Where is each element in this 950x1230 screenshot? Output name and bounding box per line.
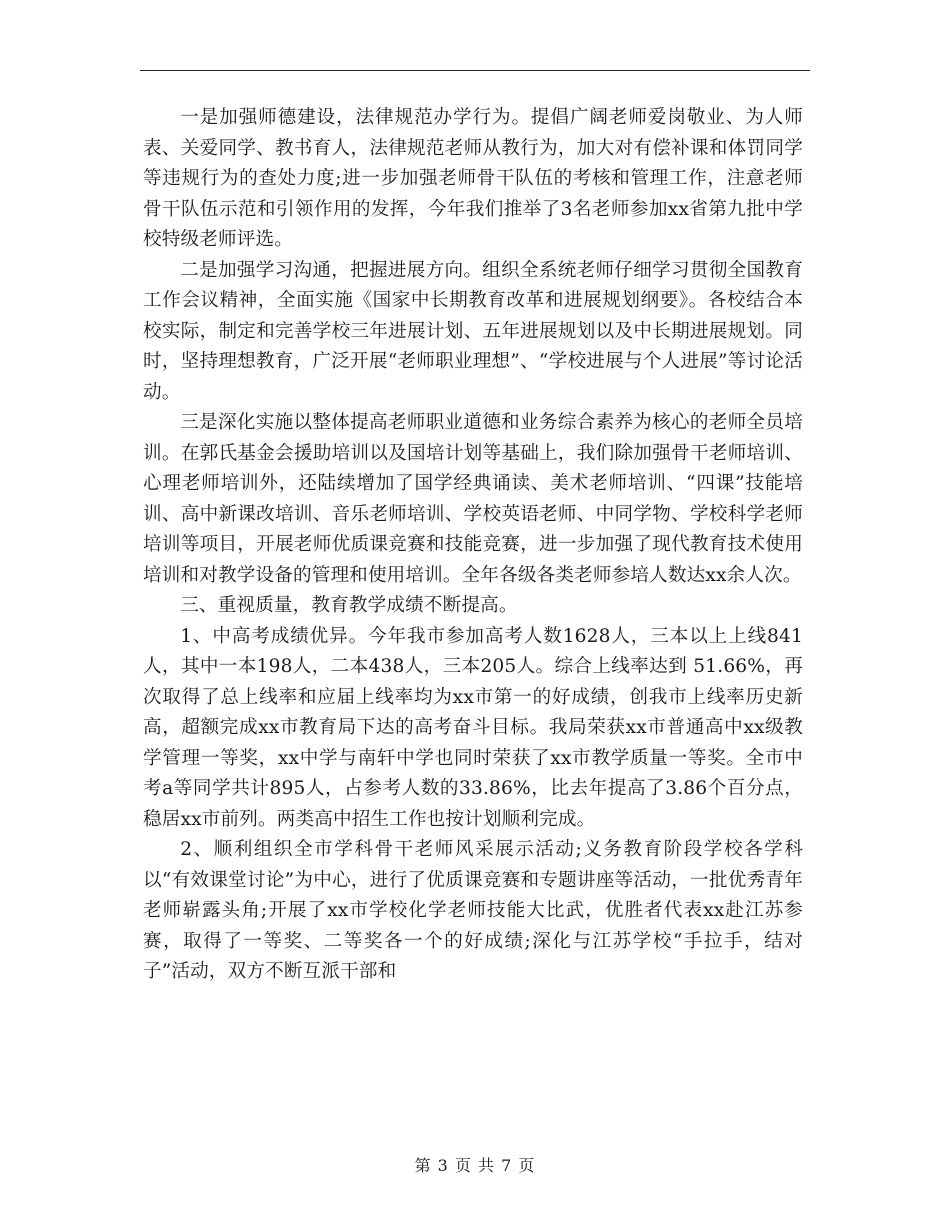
paragraph-exam-results: 1、中高考成绩优异。今年我市参加高考人数1628人，三本以上上线841人，其中一本198人，二本438人，三本205人。综合上线率达到 51.66%，再次取得了总上线率和应届上线率均为xx市第一的好成绩，创我市上线率历史新高，超额完成xx市教育局下达的高考奋斗目标。我局荣获xx市普通高中xx级教学管理一等奖，xx中学与南轩中学也同时荣获了xx市教学质量一等奖。全市中考a等同学共计895人，占参考人数的33.86%，比去年提高了3.86个百分点，稳居xx市前列。两类高中招生工作也按计划顺利完成。 (143, 625, 803, 830)
paragraph-teacher-training: 三是深化实施以整体提高老师职业道德和业务综合素养为核心的老师全员培训。在郭氏基金会援助培训以及国培计划等基础上，我们除加强骨干老师培训、心理老师培训外，还陆续增加了国学经典诵读、美术老师培训、“四课”技能培训、高中新课改培训、音乐老师培训、学校英语老师、中同学物、学校科学老师培训等项目，开展老师优质课竞赛和技能竞赛，进一步加强了现代教育技术使用培训和对教学设备的管理和使用培训。全年各级各类老师参培人数达xx余人次。 (143, 412, 803, 586)
paragraph-teacher-ethics: 一是加强师德建设，法律规范办学行为。提倡广阔老师爱岗敬业、为人师表、关爱同学、教书育人，法律规范老师从教行为，加大对有偿补课和体罚同学等违规行为的查处力度;进一步加强老师骨干队伍的考核和管理工作，注意老师骨干队伍示范和引领作用的发挥，今年我们推举了3名老师参加xx省第九批中学校特级老师评选。 (143, 107, 803, 250)
page-number-footer: 第 3 页 共 7 页 (414, 1156, 536, 1175)
header-rule (140, 70, 810, 71)
section-heading-quality: 三、重视质量，教育教学成绩不断提高。 (180, 595, 518, 616)
paragraph-study-communication: 二是加强学习沟通，把握进展方向。组织全系统老师仔细学习贯彻全国教育工作会议精神，全面实施《国家中长期教育改革和进展规划纲要》。各校结合本校实际，制定和完善学校三年进展计划、五年进展规划以及中长期进展规划。同时，坚持理想教育，广泛开展“老师职业理想”、“学校进展与个人进展”等讨论活动。 (143, 259, 803, 403)
document-body (143, 103, 803, 988)
paragraph-backbone-teachers: 2、顺利组织全市学科骨干老师风采展示活动;义务教育阶段学校各学科以“有效课堂讨论”为中心，进行了优质课竞赛和专题讲座等活动，一批优秀青年老师崭露头角;开展了xx市学校化学老师技能大比武，优胜者代表xx赴江苏参赛，取得了一等奖、二等奖各一个的好成绩;深化与江苏学校“手拉手，结对子”活动，双方不断互派干部和 (143, 839, 803, 982)
